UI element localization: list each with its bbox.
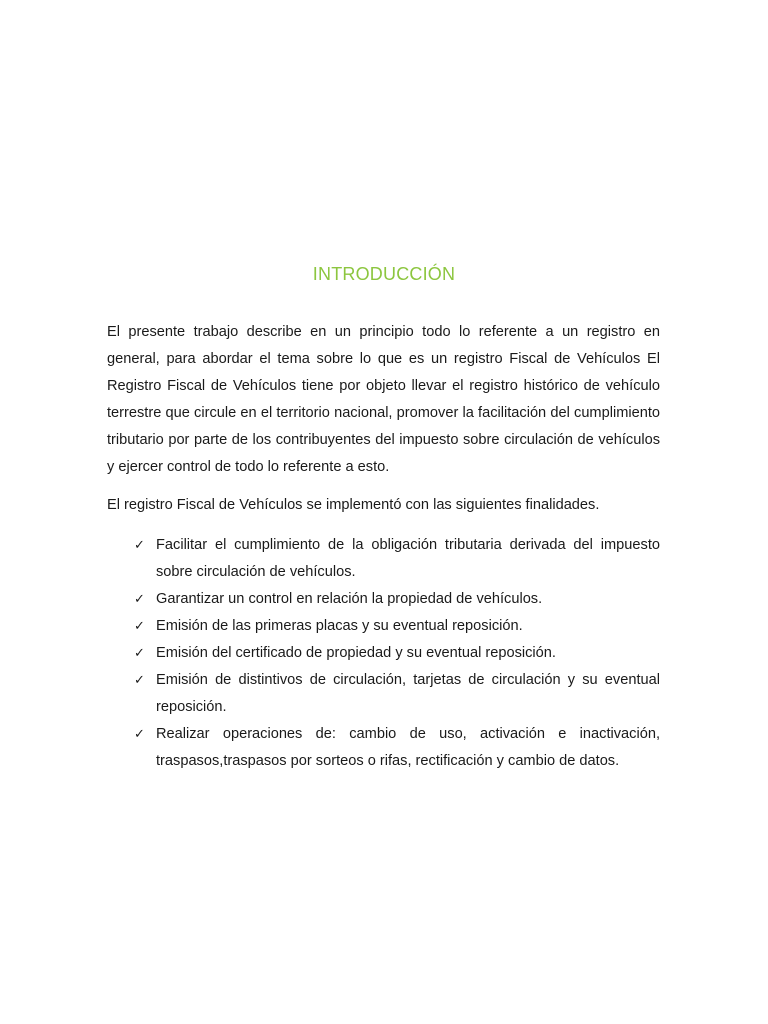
purposes-list (107, 532, 660, 775)
list-item (107, 532, 660, 586)
list-item-text: Emisión de distintivos de circulación, tarjetas de circulación y su eventual reposición. (156, 672, 660, 715)
list-item-text: Realizar operaciones de: cambio de uso, activación e inactivación, traspasos,traspasos por sorteos o rifas, rectificación y cambio de datos. (156, 726, 660, 769)
check-mark-icon: ✓ (134, 646, 145, 661)
check-mark-icon: ✓ (134, 619, 145, 634)
list-item (107, 640, 660, 667)
list-item-text: Facilitar el cumplimiento de la obligación tributaria derivada del impuesto sobre circulación de vehículos. (156, 537, 660, 580)
check-mark-icon: ✓ (134, 727, 145, 742)
check-mark-icon: ✓ (134, 538, 145, 553)
list-item-text: Garantizar un control en relación la propiedad de vehículos. (156, 591, 543, 607)
list-item-text: Emisión de las primeras placas y su eventual reposición. (156, 618, 523, 634)
list-item (107, 667, 660, 721)
check-mark-icon: ✓ (134, 592, 145, 607)
list-item (107, 721, 660, 775)
list-item (107, 586, 660, 613)
list-item-text: Emisión del certificado de propiedad y su eventual reposición. (156, 645, 556, 661)
page-title: INTRODUCCIÓN (312, 264, 456, 284)
list-item (107, 613, 660, 640)
purpose-paragraph: El registro Fiscal de Vehículos se implementó con las siguientes finalidades. (107, 497, 600, 513)
intro-paragraph: El presente trabajo describe en un principio todo lo referente a un registro en general, para abordar el tema sobre lo que es un registro Fiscal de Vehículos El Registro Fiscal de Vehículos tiene por objeto llevar el registro histórico de vehículo terrestre que circule en el territorio nacional, promover la facilitación del cumplimiento tributario por parte de los contribuyentes del impuesto sobre circulación de vehículos y ejercer control de todo lo referente a esto. (107, 324, 660, 475)
check-mark-icon: ✓ (134, 673, 145, 688)
